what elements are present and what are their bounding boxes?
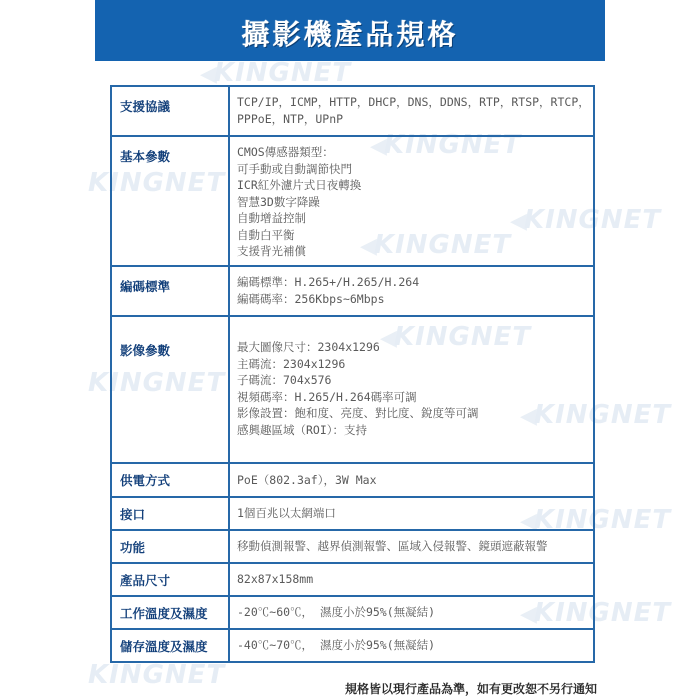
spec-label: 功能: [111, 530, 229, 563]
watermark-arrow-icon: ◀: [520, 404, 538, 429]
watermark-logo: [200, 58, 351, 88]
watermark-arrow-icon: ◀: [360, 234, 378, 259]
spec-value-line: 最大圖像尺寸：2304x1296: [237, 340, 380, 354]
spec-row-power: [111, 463, 594, 497]
spec-value-line: 82x87x158mm: [237, 572, 314, 587]
spec-value-line: 子碼流：704x576: [237, 373, 332, 387]
spec-label: 儲存溫度及濕度: [111, 629, 229, 662]
watermark-logo: [88, 660, 225, 690]
spec-label: 基本參數: [111, 136, 229, 266]
spec-value: [229, 463, 594, 497]
spec-value-line: PoE（802.3af），3W Max: [237, 472, 377, 487]
spec-value-line: 可手動或自動調節快門: [237, 161, 352, 176]
spec-row-dimensions: [111, 563, 594, 596]
watermark-text: KINGNET: [533, 400, 672, 430]
disclaimer-note: 規格皆以現行產品為準，如有更改恕不另行通知: [344, 682, 597, 696]
spec-value-line: -40℃~70℃， 濕度小於95%(無凝結): [237, 638, 436, 653]
watermark-text: KINGNET: [213, 58, 352, 88]
spec-value-line: 移動偵測報警、越界偵測報警、區域入侵報警、鏡頭遮蔽報警: [237, 539, 548, 554]
spec-value: [229, 316, 594, 463]
spec-row-functions: [111, 530, 594, 563]
spec-value-line: PPPoE，NTP，UPnP: [237, 111, 344, 126]
spec-table: [110, 85, 595, 663]
spec-value: [229, 596, 594, 629]
watermark-arrow-icon: ◀: [380, 326, 398, 351]
spec-value-line: 影像設置：飽和度、亮度、對比度、銳度等可調: [237, 406, 479, 420]
spec-value-line: 支援背光補償: [237, 244, 306, 258]
spec-row-basic-params: [111, 136, 594, 266]
spec-header-banner: [95, 0, 605, 61]
spec-label: 接口: [111, 497, 229, 530]
watermark-arrow-icon: ◀: [520, 509, 538, 534]
spec-row-encoding: [111, 266, 594, 316]
spec-value-line: 主碼流：2304x1296: [237, 356, 346, 371]
spec-value-line: 感興趣區域（ROI）：支持: [237, 422, 368, 437]
watermark-arrow-icon: ◀: [520, 602, 538, 627]
spec-value-line: CMOS傳感器類型：: [237, 145, 334, 159]
spec-value-line: ICR紅外濾片式日夜轉換: [237, 178, 362, 192]
watermark-arrow-icon: ◀: [370, 134, 388, 159]
watermark-text: KINGNET: [88, 368, 226, 398]
spec-row-operating-temp: [111, 596, 594, 629]
spec-value: [229, 530, 594, 563]
watermark-text: KINGNET: [533, 505, 672, 535]
watermark-text: KINGNET: [88, 168, 226, 198]
spec-row-storage-temp: [111, 629, 594, 662]
spec-value: [229, 86, 594, 136]
spec-label: 支援協議: [111, 86, 229, 136]
spec-value-line: 自動白平衡: [237, 227, 295, 242]
watermark-arrow-icon: ◀: [200, 62, 218, 87]
watermark-text: KINGNET: [523, 205, 662, 235]
spec-value-line: TCP/IP，ICMP，HTTP，DHCP，DNS，DDNS，RTP，RTSP，RTCP，: [237, 95, 590, 109]
spec-value: [229, 136, 594, 266]
spec-value-line: 視頻碼率：H.265/H.264碼率可調: [237, 389, 417, 404]
spec-label: 影像參數: [111, 316, 229, 463]
spec-row-protocols: [111, 86, 594, 136]
watermark-arrow-icon: ◀: [510, 209, 528, 234]
spec-row-image-params: [111, 316, 594, 463]
watermark-text: KINGNET: [383, 130, 522, 160]
spec-value-line: 1個百兆以太網端口: [237, 506, 336, 521]
spec-value-line: 自動增益控制: [237, 211, 306, 225]
spec-label: 供電方式: [111, 463, 229, 497]
spec-label: 產品尺寸: [111, 563, 229, 596]
spec-value-line: -20℃~60℃， 濕度小於95%(無凝結): [237, 605, 436, 620]
spec-value: [229, 563, 594, 596]
spec-label: 工作溫度及濕度: [111, 596, 229, 629]
spec-label: 編碼標準: [111, 266, 229, 316]
watermark-text: KINGNET: [393, 322, 532, 352]
spec-value-line: 編碼碼率：256Kbps~6Mbps: [237, 291, 385, 306]
spec-value: [229, 497, 594, 530]
spec-value: [229, 629, 594, 662]
spec-value-line: 編碼標準：H.265+/H.265/H.264: [237, 275, 420, 289]
spec-row-interface: [111, 497, 594, 530]
page-title: 攝影機產品規格: [241, 17, 459, 51]
spec-value-line: 智慧3D數字降躁: [237, 194, 320, 209]
spec-value: [229, 266, 594, 316]
watermark-text: KINGNET: [88, 660, 226, 690]
watermark-text: KINGNET: [533, 598, 672, 628]
watermark-text: KINGNET: [373, 230, 512, 260]
